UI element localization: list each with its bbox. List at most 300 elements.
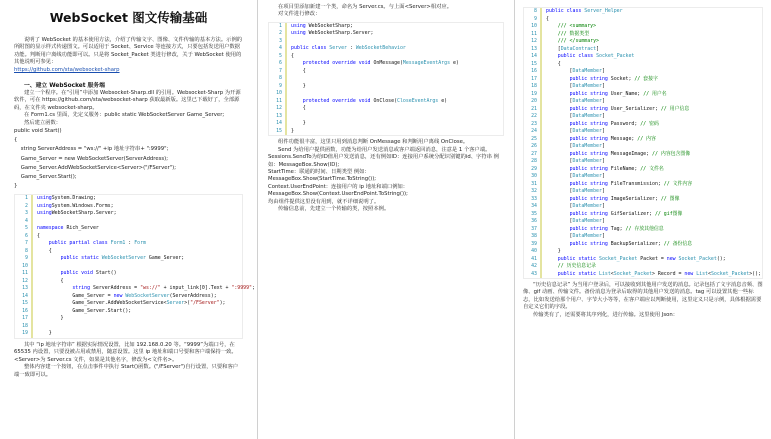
line-number: 34 [531,203,537,209]
line-number: 4 [279,45,282,52]
code-token: // 存放其他信息 [625,225,664,232]
code-token: WebSocketSharp; [305,22,353,29]
code-line [269,45,503,53]
code-token: // 密码 [640,120,659,127]
change-gutter [31,225,33,233]
paragraph: 组件功能很丰富，这里只用到消息判断 OnMessage 和判断用户离线 OnClose。 [278,139,469,146]
code-token: { [291,52,294,59]
code-token: [ [546,83,573,89]
code-token: protected override void [302,97,371,104]
line-number: 8 [534,8,537,14]
code-token: public string [569,150,608,157]
code-line [524,8,762,16]
line-number: 39 [531,240,537,247]
code-token: ] [601,98,605,104]
code-line [524,136,762,144]
change-gutter [540,121,542,129]
code-token: // 图像 [660,195,680,202]
code-token: public string [569,135,608,142]
change-gutter [285,30,287,38]
code-token: "ws://" [140,285,161,292]
line-number: 7 [25,240,28,247]
change-gutter [540,158,542,166]
code-line [15,248,242,256]
paragraph: 均由组件提供这里没有用到，就不详细说明了。 [268,198,380,205]
code-line [15,293,242,301]
code-token: DataMember [572,128,602,134]
code-line [524,91,762,99]
code-token: ] [601,173,605,179]
change-gutter [285,128,287,136]
change-gutter [285,90,287,98]
code-line [524,158,762,166]
change-gutter [31,323,33,331]
code-token: { [291,105,306,112]
line-number: 12 [531,38,537,44]
change-gutter [31,300,33,308]
code-token: /// </summary> [557,38,600,44]
code-token: MessageEventArgs [402,60,451,67]
change-gutter [31,210,33,218]
line-number: 15 [531,60,537,67]
change-gutter [540,83,542,91]
paragraph: Send 为给用户提供函数，功能为给用户发送消息或客户端返回消息，注意是 1 个客户端。 [278,146,491,153]
change-gutter [31,240,33,248]
github-link[interactable]: https://github.com/sta/websocket-sharp [14,66,120,73]
code-line [524,68,762,76]
line-number: 14 [22,292,28,299]
code-text-line: public void Start() [14,128,62,135]
code-line [524,256,762,264]
code-token: [ [546,233,573,239]
code-token: public string [569,210,608,217]
line-number: 2 [279,30,282,37]
code-line [269,83,503,91]
code-line [15,300,242,308]
code-token: { [546,15,549,22]
code-token: // 备份信息 [663,240,693,247]
code-token [546,23,558,31]
line-number: 26 [531,143,537,149]
code-token: { [291,67,306,74]
change-gutter [31,203,33,211]
line-number: 38 [531,233,537,239]
code-token: DataMember [572,233,602,239]
code-line [524,106,762,114]
code-token: } [291,82,306,89]
code-token [546,196,570,204]
line-number: 5 [279,52,282,59]
code-token: Password; [607,120,641,127]
code-token: Packet = [637,255,667,262]
code-token: Socket_Packet [599,255,638,262]
paragraph: MessageBox.Show(Context.UserEndPoint.ToString()); [268,191,408,198]
code-line [15,278,242,286]
change-gutter [285,60,287,68]
line-number: 32 [531,188,537,194]
code-line [15,233,242,241]
line-number: 31 [531,180,537,187]
code-line [269,113,503,121]
code-line [269,30,503,38]
code-token [546,181,570,189]
change-gutter [540,16,542,24]
code-token: public string [569,120,608,127]
line-number: 41 [531,255,537,262]
line-number: 17 [22,315,28,322]
code-token: Game_Server.Start(); [37,307,132,314]
code-token [546,91,570,99]
change-gutter [540,113,542,121]
code-line [524,188,762,196]
line-number: 10 [531,23,537,29]
line-number: 11 [531,30,537,37]
code-line [15,285,255,293]
code-token: [ [546,98,573,104]
code-line [524,173,762,181]
code-token: Game_Server = [37,292,114,299]
line-number: 23 [531,120,537,127]
paragraph: 在 Form1.cs 里面，先定义服务：public static WebSocketServer Game_Server; [24,112,225,119]
paragraph: 其中 “ip 地址字符串” 根据实际情况设置，比如 192.168.0.20 等。“9999”为端口号，在 65535 内设置，只要没被占用或禁用，随意设置。这里 ip 地址和端口号要和客户端保持一致。<Server>为 Server.cs 文件，如果是其他名字，修改为<文件名>。 [14,341,237,363]
code-token: "/FServer" [190,300,220,307]
code-token: /// <summary> [557,23,597,29]
code-token: using [37,210,52,217]
line-number: 21 [531,105,537,112]
line-number: 16 [22,307,28,314]
code-token [291,98,303,106]
code-token: User_Serializer; [607,105,661,112]
code-token: [ [546,218,573,224]
code-token: WebSocketSharp.Server; [305,30,374,37]
line-number: 11 [22,270,28,277]
code-line [15,270,242,278]
code-token: DataMember [572,158,602,164]
code-line [15,225,242,233]
code-line [15,330,242,338]
code-text-line: string ServerAddress = "ws://" +ip 地址字符串+ ":9999"; [14,146,169,153]
change-gutter [540,143,542,151]
code-line [15,308,242,316]
code-token: } [291,120,306,127]
change-gutter [285,23,287,31]
code-token: [ [546,158,573,164]
change-gutter [285,38,287,46]
code-token: [ [546,128,573,134]
code-token: public string [569,240,608,247]
line-number: 8 [25,247,28,254]
code-token: : [346,45,356,52]
code-line [524,271,762,279]
code-token: public class [557,53,594,59]
code-token: // 历史信息记录 [557,263,596,269]
code-token: Socket_Packet [710,270,750,277]
change-gutter [31,315,33,323]
code-token: DataMember [572,143,602,149]
change-gutter [540,151,542,159]
code-line [15,195,242,203]
change-gutter [540,76,542,84]
code-line [269,120,503,128]
code-line [269,68,503,76]
code-line [15,218,242,226]
code-token: User_Name; [607,90,644,97]
code-token: DataMember [572,68,602,74]
code-token: < [708,270,711,277]
code-token: public string [569,105,608,112]
code-token: public string [569,195,608,202]
code-token: [ [546,203,573,209]
code-token: (); [716,255,726,262]
code-token: public class [546,8,582,14]
code-token: { [37,232,40,239]
line-number: 28 [531,158,537,164]
line-number: 9 [25,255,28,262]
code-token: { [546,60,561,67]
code-line [269,75,503,83]
paragraph: StartTime：联通的时间、日期类型 例如： [268,168,370,175]
code-token: GifSerializer; [607,210,655,217]
document-page-1 [0,0,257,439]
line-number: 19 [531,90,537,97]
code-line [269,38,503,46]
code-token [546,211,570,219]
code-token: ] [601,68,605,74]
code-token: Message; [607,135,638,142]
code-token: ServerAddress = [90,285,141,292]
code-token [546,31,558,39]
code-token [546,166,570,174]
code-line [15,210,242,218]
code-token: ] [601,128,605,134]
change-gutter [540,136,542,144]
change-gutter [540,128,542,136]
intro-paragraph: 说明了 WebSocket 的基本使用方法，介绍了传输文字、图像、文件传输的基本方法。示例的所附图的显示样式传递图文。可以适用于 Socket、Service 等连接方式，只要包括发送用户数据功能。判断用户离线功能即可以。只是将 Socket_Packet 类进行修改，关于 WebSocket 使用的其他说明可参见： [14,37,243,66]
code-token [546,136,570,144]
document-page-3 [514,0,771,439]
line-number: 6 [279,60,282,67]
change-gutter [31,218,33,226]
change-gutter [31,270,33,278]
paragraph: 在项目里添加新建一个类，命名为 Server.cs。与上面<Server>相对应。 [278,4,452,10]
code-token: List [599,270,611,277]
code-line [524,31,762,39]
paragraph: 传输信息前，先建立一个传输的类，按照本例。 [278,205,390,212]
change-gutter [31,285,33,293]
code-token: Socket_Packet [613,270,653,277]
line-number: 33 [531,195,537,202]
change-gutter [31,278,33,286]
code-token: OnMessage( [370,60,403,67]
paragraph: Sessions.SendTo为给ID值用户发送消息，还有例如ID：连接用户系统分配识别键的id、字符串 例如：MessageBox.Show(ID); [268,154,499,168]
code-text-line: Game_Server.Start(); [14,174,77,181]
code-line [15,255,242,263]
code-line [524,83,762,91]
code-line [524,241,762,249]
code-token [546,121,570,129]
code-token: ":9999" [231,285,252,292]
code-line [524,143,762,151]
code-block [14,194,255,339]
line-number: 30 [531,173,537,179]
change-gutter [285,105,287,113]
code-token: using [37,195,52,202]
change-gutter [540,173,542,181]
change-gutter [540,263,542,271]
code-token: : [125,240,135,247]
line-number: 22 [531,113,537,119]
code-line [524,211,762,219]
code-token: protected override void [302,60,371,67]
line-number: 12 [22,277,28,284]
code-line [15,203,242,211]
code-token: [ [546,143,573,149]
change-gutter [285,98,287,106]
line-number: 13 [22,285,28,292]
change-gutter [540,248,542,256]
code-line [269,90,503,98]
code-token [291,60,303,68]
line-number: 15 [22,300,28,307]
line-number: 10 [276,90,282,97]
code-token: public static [557,270,597,277]
code-token: DataMember [572,188,602,194]
code-token: using [291,22,306,29]
code-token: (ServerAddress); [169,292,217,299]
code-token: public void [60,270,93,277]
code-token: e) [450,60,459,67]
code-text-line: { [14,137,18,144]
line-number: 24 [531,128,537,134]
document-page-2 [257,0,514,439]
code-token: Socket; [607,75,635,82]
code-token: ] [596,45,600,52]
code-token: System.Windows.Forms; [51,202,114,209]
line-number: 25 [531,135,537,142]
code-token: Server [166,300,185,307]
line-number: 43 [531,270,537,277]
code-token: public string [569,165,608,172]
code-token: Server [329,45,347,52]
code-token: BackupSerializer; [607,240,664,247]
code-token: /// 数据类型 [557,30,590,37]
code-token [37,285,72,293]
line-number: 2 [25,202,28,209]
line-number: 3 [25,210,28,217]
code-token: DataContract [560,45,597,52]
code-line [524,233,762,241]
change-gutter [540,233,542,241]
code-token: ] [601,188,605,194]
code-line [524,98,762,106]
code-token: Start() [92,270,117,277]
code-token: public class [291,45,327,52]
line-number: 14 [276,120,282,127]
code-token: new [666,255,676,262]
line-number: 16 [531,68,537,74]
code-token: using [291,30,306,37]
code-token: ImageSerializer; [607,195,661,202]
code-token: // gif图像 [654,210,683,217]
section-heading: 一、建立 WebSocket 服务端 [24,83,105,90]
code-token: public string [569,180,608,187]
line-number: 13 [276,112,282,119]
line-number: 1 [25,195,28,202]
line-number: 13 [531,45,537,52]
line-number: 10 [22,262,28,269]
code-token: public static [557,255,597,262]
code-token: namespace [37,225,64,232]
code-token [37,255,61,263]
code-line [15,263,242,271]
code-token: FileTransmission; [607,180,664,187]
code-token: ] [601,218,605,224]
change-gutter [31,255,33,263]
change-gutter [285,113,287,121]
line-number: 19 [22,330,28,337]
code-token: } [37,330,52,337]
code-token [546,106,570,114]
line-number: 7 [279,67,282,74]
line-number: 9 [279,82,282,89]
code-token: ] [601,158,605,164]
code-token: DataMember [572,218,602,224]
code-line [15,323,242,331]
change-gutter [540,188,542,196]
code-token: WebSocketSharp.Server; [51,210,117,217]
code-token: FileName; [607,165,641,172]
code-text-line: Game_Server.AddWebSocketService<Server>("/FServer"); [14,164,176,171]
code-line [524,113,762,121]
code-token: Rich_Server [63,225,99,232]
code-token: List [696,270,708,277]
code-token: MessageImage; [607,150,653,157]
code-line [524,181,762,189]
change-gutter [540,203,542,211]
code-token: public string [569,75,608,82]
code-token: Socket_Packet [596,53,635,59]
change-gutter [31,308,33,316]
code-token: DataMember [572,83,602,89]
code-token [546,263,558,271]
change-gutter [540,196,542,204]
change-gutter [540,23,542,31]
change-gutter [540,8,542,16]
line-number: 18 [531,83,537,89]
code-token: new [684,270,694,277]
code-line [524,53,762,61]
paragraph: 然后建立函数： [24,119,62,126]
code-token [37,270,61,278]
code-token: [ [546,173,573,179]
code-line [524,23,762,31]
code-token: // 用户信息 [660,105,690,112]
change-gutter [540,181,542,189]
change-gutter [540,98,542,106]
code-token: ] [601,203,605,209]
page-title: WebSocket 图文传输基础 [49,10,208,25]
code-token: WebSocketServer [125,292,170,299]
line-number: 17 [531,75,537,82]
code-token: ; [252,285,255,292]
change-gutter [31,233,33,241]
code-token: using [37,202,52,209]
line-number: 8 [279,75,282,82]
code-line [524,263,762,271]
code-token: { [37,277,64,284]
code-token: System.Drawing; [51,195,96,202]
code-line [524,128,762,136]
